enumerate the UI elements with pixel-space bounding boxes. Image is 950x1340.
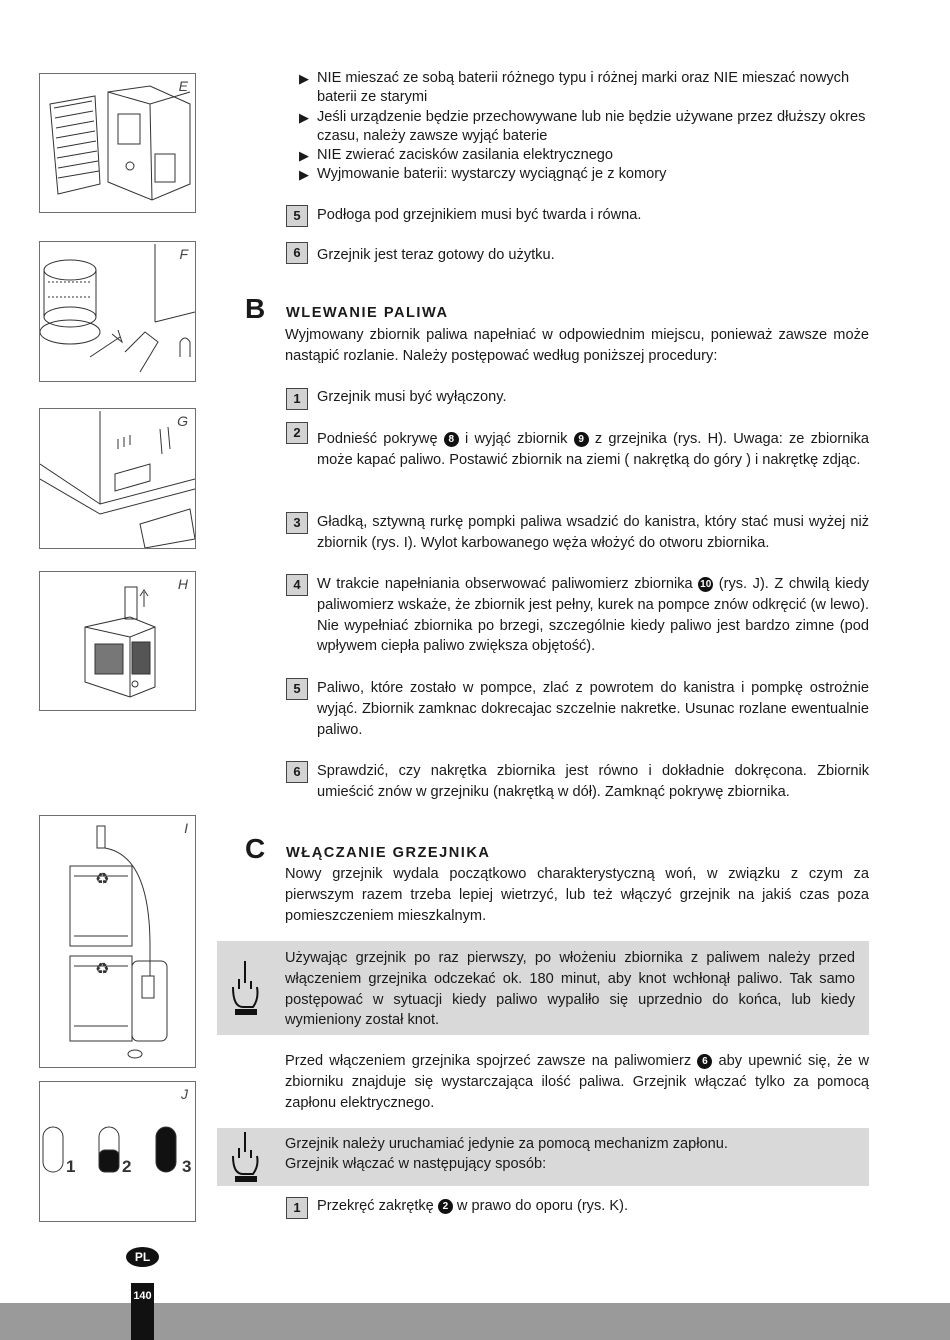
paragraph-text-part: aby upewnić się, że w zbiorniku znajduje się wystarczająca ilość paliwa. Grzejnik włączać tylko za pomocą zapłonu elektrycznego.: [285, 1053, 869, 1111]
figure-f: [39, 241, 196, 382]
part-number-badge: 6: [697, 1054, 712, 1069]
heater-open-panel-illustration: [40, 74, 195, 212]
section-b-intro: Wyjmowany zbiornik paliwa napełniać w odpowiednim miejscu, ponieważ zawsze może nastąpić rozlanie. Należy postępować według poniższej procedury:: [285, 327, 869, 364]
step-number: 1: [286, 1197, 308, 1219]
step-text-part: w prawo do oporu (rys. K).: [452, 1198, 629, 1214]
step-number: 5: [286, 678, 308, 700]
step-text-part: z grzejnika (rys. H). Uwaga: ze zbiornika może kapać paliwo. Postawić zbiornik na ziemi ( nakrętką do góry ) i nakrętkę zdjąc.: [317, 431, 869, 468]
gauge-label-empty: 1: [66, 1157, 76, 1176]
bullet-item: [299, 108, 869, 147]
bullet-item: [299, 69, 869, 108]
section-b-title: WLEWANIE PALIWA: [286, 305, 449, 321]
pointing-hand-icon: [225, 1130, 265, 1188]
part-number-badge: 10: [700, 579, 712, 590]
figure-g: [39, 408, 196, 549]
bullet-text: NIE mieszać ze sobą baterii różnego typu i różnej marki oraz NIE mieszać nowych baterii ze starymi: [317, 70, 850, 106]
figure-label: J: [181, 1086, 188, 1102]
heater-base-illustration: [40, 409, 195, 548]
step-text: Grzejnik jest teraz gotowy do użytku.: [317, 247, 555, 263]
step-text: [317, 1196, 869, 1217]
note-text: Używając grzejnik po raz pierwszy, po włożeniu zbiornika z paliwem należy przed włączeniem grzejnika odczekać ok. 180 minut, aby knot wchłonął paliwo. Tak samo postępować w sytuacji kiedy paliwo wypaliło się uprzednio do końca, lub kiedy wymieniony został knot.: [285, 950, 855, 1029]
figure-label: H: [177, 576, 188, 592]
bullet-arrow-icon: ▶: [299, 167, 309, 182]
paragraph-text-part: Przed włączeniem grzejnika spojrzeć zawsze na paliwomierz: [285, 1053, 698, 1069]
step-text-part: Przekręć zakrętkę: [317, 1198, 438, 1214]
note-box-ignition: [217, 1128, 869, 1186]
bullet-item: [299, 146, 869, 165]
step-text-part: W trakcie napełniania obserwować paliwomierz zbiornika: [317, 576, 699, 592]
tank-removal-illustration: [40, 572, 195, 710]
figure-label: I: [184, 820, 188, 836]
step-text-part: i wyjąć zbiornik: [458, 431, 574, 447]
step-text: Sprawdzić, czy nakrętka zbiornika jest równo i dokładnie dokręcona. Zbiornik umieścić znów w grzejniku (nakrętką w dół). Zamknąć pokrywę zbiornika.: [317, 763, 869, 800]
figure-h: [39, 571, 196, 711]
bullet-text: Wyjmowanie baterii: wystarczy wyciągnąć je z komory: [317, 166, 667, 182]
step-text: Gładką, sztywną rurkę pompki paliwa wsadzić do kanistra, który stać musi wyżej niż zbiornik (rys. I). Wylot karbowanego węża włożyć do otworu zbiornika.: [317, 514, 869, 551]
bullet-arrow-icon: ▶: [299, 110, 309, 125]
section-c-paragraph: [285, 1051, 869, 1113]
step-text-part: (rys. J). Z chwilą kiedy paliwomierz wskaże, że zbiornik jest pełny, kurek na pompce znów odkręcić (w lewo). Nie wypełniać zbiornika po brzegi, szczególnie kiedy paliwo jest bardzo zimne (pod wpływem ciepła paliwo zwiększa objętość).: [317, 576, 869, 655]
bullet-text: Jeśli urządzenie będzie przechowywane lub nie będzie używane przez dłuższy okres czasu, należy zawsze wyjąć baterie: [317, 109, 866, 145]
step-text: Grzejnik musi być wyłączony.: [317, 389, 507, 405]
bullet-item: [299, 165, 869, 184]
svg-text:♻: ♻: [95, 871, 110, 888]
language-badge: PL: [126, 1247, 159, 1267]
section-c-intro: Nowy grzejnik wydala początkowo charakterystyczną woń, w związku z czym za pierwszym razem trzeba lepiej wietrzyć, lub też włączyć grzejnik na jakiś czas poza pomieszczeniem mieszkalnym.: [285, 866, 869, 924]
step-number: 4: [286, 574, 308, 596]
page-number: 140: [133, 1290, 152, 1302]
bullet-text: NIE zwierać zacisków zasilania elektrycznego: [317, 147, 614, 163]
gauge-label-full: 3: [182, 1157, 192, 1176]
section-b-letter: B: [245, 293, 266, 324]
step-number: 5: [286, 205, 308, 227]
step-text: Podłoga pod grzejnikiem musi być twarda i równa.: [317, 207, 642, 223]
figure-e: [39, 73, 196, 213]
part-number-badge: 8: [444, 432, 459, 447]
part-number-badge: 2: [438, 1199, 453, 1214]
figure-label: G: [177, 413, 188, 429]
note-text-line: Grzejnik włączać w następujący sposób:: [285, 1156, 547, 1172]
pointing-hand-icon: [225, 959, 265, 1021]
figure-i: [39, 815, 196, 1068]
step-number: 6: [286, 761, 308, 783]
section-c-letter: C: [245, 833, 266, 864]
step-text: Paliwo, które zostało w pompce, zlać z powrotem do kanistra i pompkę ostrożnie wyjąć. Zbiornik zamknac dokrecajac szczelnie nakretke. Usunac rozlane ewentualnie paliwo.: [317, 680, 869, 738]
step-text-part: Podnieść pokrywę: [317, 431, 444, 447]
step-number: 2: [286, 422, 308, 444]
figure-label: E: [178, 78, 188, 94]
burner-wick-illustration: [40, 242, 195, 381]
figure-j: [39, 1081, 196, 1222]
gauge-label-half: 2: [122, 1157, 132, 1176]
step-number: 3: [286, 512, 308, 534]
fuel-gauge-states-illustration: [40, 1082, 195, 1221]
bullet-arrow-icon: ▶: [299, 148, 309, 163]
part-number-badge: 9: [574, 432, 589, 447]
step-number: 1: [286, 388, 308, 410]
figure-label: F: [179, 246, 188, 262]
note-box-first-use: [217, 941, 869, 1035]
step-text: [317, 429, 869, 471]
svg-text:♻: ♻: [95, 961, 110, 978]
refuel-pump-illustration: [40, 816, 195, 1067]
step-number: 6: [286, 242, 308, 264]
section-c-title: WŁĄCZANIE GRZEJNIKA: [286, 845, 491, 861]
bullet-arrow-icon: ▶: [299, 71, 309, 86]
note-text-line: Grzejnik należy uruchamiać jedynie za pomocą mechanizm zapłonu.: [285, 1136, 728, 1152]
step-text: [317, 574, 869, 657]
